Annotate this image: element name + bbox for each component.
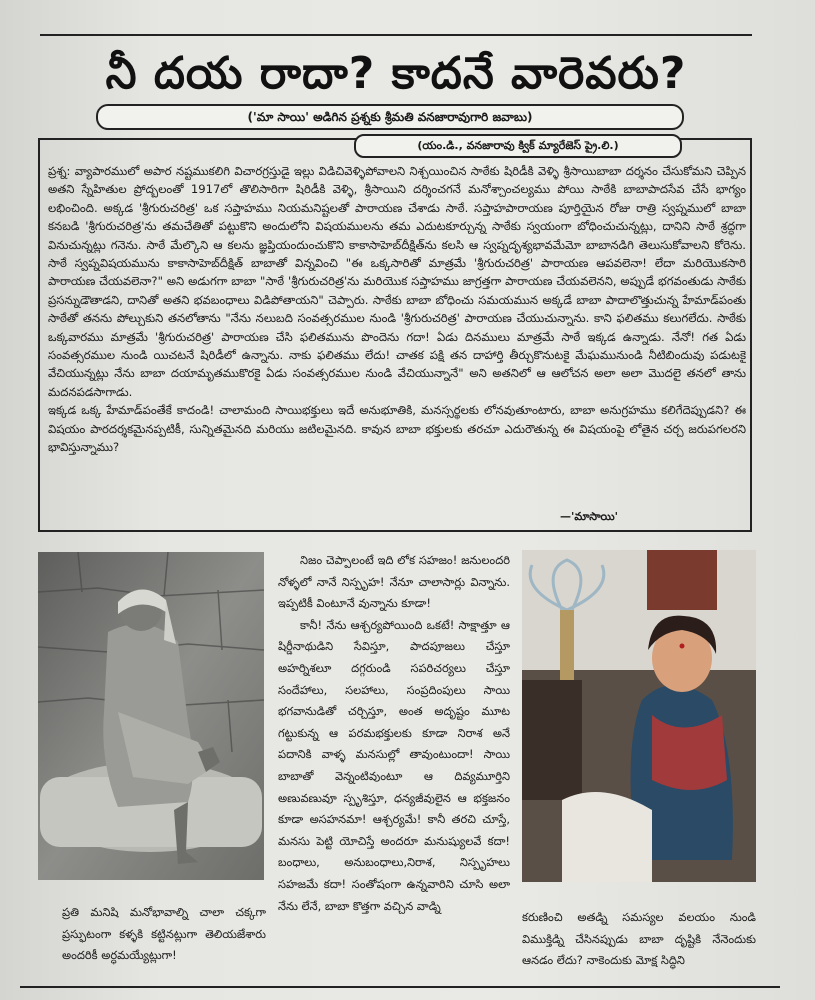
body-paragraph: కానీ! నేను ఆశ్చర్యపోయింది ఒకటే! సాక్షాత్తూ ఆ షిర్డీనాథుడిని సేవిస్తూ, పాదపూజలు చేస్తూ అహర్నిశలూ దగ్గరుండి సపరిచర్యలు చేస్తూ సందేహాలు, సలహాలు, సంప్రదింపులు సాయి భగవానుడితో చర్చిస్తూ, అంత అదృష్టం మూట గట్టుకున్న ఆ పరమభక్తులకు కూడా నిరాశ అనే పదానికి వాళ్ళ మనసుల్లో తావుంటుందా! సాయి బాబాతో వెన్నంటివుంటూ ఆ దివ్యమూర్తిని అణువణువూ స్పృశిస్తూ, ధన్యజీవులైన ఆ భక్తజనం కూడా అసహనమా! ఆశ్చర్యమే! కానీ తరచి చూస్తే, మనసు పెట్టి యోచిస్తే అందరూ మనుష్యులవే కదా! బంధాలు, అనుబంధాలు,నిరాశ, నిస్పృహలు సహజమే కదా! సంతోషంగా ఉన్నవారిని చూసి అలా నేను లేనే, బాబా కొత్తగా వచ్చిన వాడ్ని (278, 617, 510, 913)
question-paragraph: ప్రశ్న: వ్యాపారములో అపార నష్టముకలిగి విచారగ్రస్తుడై ఇల్లు విడిచివెళ్ళిపోవాలని నిశ్చయించిన సాఠేకు షిరిడీకి వెళ్ళి శ్రీసాయిబాబా దర్శనం చేసుకోమని చెప్పిన అతని స్నేహితుల ప్రోద్బలంతో 1917లో తొలిసారిగా షిరిడీకి వెళ్ళి, శ్రీసాయిని దర్శించగనే మనోశ్చాంచల్యము పోయి సాఠేకి బాబాపాదసేవ చేసే భాగ్యం లభించింది. అక్కడ 'శ్రీగురుచరిత్ర' ఒక సప్తాహము నియమనిష్టలతో పారాయణ చేశాడు సాఠే. సప్తాహపారాయణ పూర్తియైన రోజు రాత్రి స్వప్నములో బాబా కనబడి 'శ్రీగురుచరిత్ర'ను తమచేతితో పట్టుకొని అందులోని విషయములను తమ ఎదుటకూర్చున్న సాఠేకు స్వయంగా బోధించుచున్నట్లు, దానిని సాఠే శ్రద్ధగా వినుచున్నట్లు గనెను. సాఠే మేల్కొని ఆ కలను జ్ఞప్తియందుంచుకొని కాకాసాహెబ్‌దీక్షిత్‌ను కలసి ఆ స్వప్నదృశ్యభావమేమో బాబానడిగి తెలుసుకోవాలని కోరెను. సాఠే స్వప్నవిషయమును కాకాసాహెబ్‌దీక్షిత్ బాబాతో విన్నవించి "ఈ ఒక్కసారితో మాత్రమే 'శ్రీగురుచరిత్ర' పారాయణ ఆపవలెనా! లేదా మరియొకసారి పారాయణ చేయవలెనా?" అని అడుగగా బాబా "సాఠే 'శ్రీగురుచరిత్ర'ను మరియొక సప్తాహము జాగ్రత్తగా పారాయణ చేయవలెనని, అప్పుడే భగవంతుడు సాఠేకు ప్రసన్నుడౌతాడని, దానితో అతని భవబంధాలు విడిపోతాయని" చెప్పారు. సాఠేకు బాబా బోధించు సమయమున అక్కడే బాబా పాదాలొత్తుచున్న హేమాడ్‌పంతు సాఠేతో తనను పోల్చుకుని తనలోతాను "నేను నలుబది సంవత్సరముల నుండి 'శ్రీగురుచరిత్ర' పారాయణ చేయుచున్నాను. కాని ఫలితము కలుగలేదు. సాఠేకు ఒక్కవారము మాత్రమే 'శ్రీగురుచరిత్ర' పారాయణ చేసి ఫలితమును పొందెను గదా! ఏడు దినములు మాత్రమే సాఠే ఇక్కడ ఉన్నాడు. నేనో! గత ఏడు సంవత్సరముల నుండి యిచటనే షిరిడీలో ఉన్నాను. నాకు ఫలితము లేదు! చాతక పక్షి తన దాహార్తి తీర్చుకొనుటకై మేఘమునుండి నీటిబిందువు పడుటకై వేచియున్నట్లు నేను బాబా దయామృతముకొరకై ఏడు సంవత్సరముల నుండి వేచియున్నానే" అని అతనిలో ఆ ఆలోచన అలా అలా మొదలై తనలో తాను మదనపడసాగాడు. (48, 164, 746, 399)
article-title: నీ దయ రాదా? కాదనే వారెవరు? (105, 48, 687, 99)
article-body-right: కరుణించి అతడ్ని సమస్యల వలయం నుండి విముక్తిడ్ని చేసినప్పుడు బాబా దృష్టికి నేనెందుకు ఆనడం లేదు? నాకెందుకు మోక్ష సిద్ధిని (522, 910, 756, 968)
left-caption-text: ప్రతి మనిషి మనోభావాల్ని చాలా చక్కగా ప్రస్ఫుటంగా కళ్ళకి కట్టినట్లుగా తెలియజేశారు అందరికీ అర్ధమయ్యేట్లుగా! (62, 905, 266, 963)
top-rule (40, 34, 752, 36)
portrait-illustration (522, 550, 756, 882)
question-text (48, 162, 746, 502)
bottom-rule (20, 986, 780, 988)
author-credit: (యం.డి., వనజారావు క్విక్ మ్యారేజెస్ ప్రై.లి.) (354, 134, 682, 158)
magazine-signature: —'మాసాయి' (560, 510, 619, 523)
sai-baba-illustration (38, 552, 264, 880)
sai-baba-photo (38, 552, 264, 880)
body-paragraph: నిజం చెప్పాలంటే ఇది లోక సహజం! జనులందరి నోళ్ళలో నానే నిస్పృహ! నేనూ చాలాసార్లు విన్నాను. ఇప్పటికీ వింటూనే వున్నాను కూడా! (278, 553, 510, 611)
author-portrait-photo (522, 550, 756, 882)
question-paragraph: ఇక్కడ ఒక్క హేమాడ్‌పంతేకే కాదండి! చాలామంది సాయిభక్తులు ఇదే అనుభూతికి, మనస్సర్థలకు లోనవుతూంటారు, బాబా అనుగ్రహము కలిగేదెప్పుడని? ఈ విషయం పారదర్శకమైనప్పటికీ, సున్నితమైనది మరియు జటిలమైనది. కావున బాబా భక్తులకు తరచూ ఎదురౌతున్న ఈ విషయంపై లోతైన చర్చ జరుపగలరని భావిస్తున్నాము? (48, 403, 746, 455)
article-body-middle (278, 550, 510, 970)
article-subtitle: ('మా సాయి' అడిగిన ప్రశ్నకు శ్రీమతి వనజారావుగారి జవాబు) (96, 104, 684, 130)
